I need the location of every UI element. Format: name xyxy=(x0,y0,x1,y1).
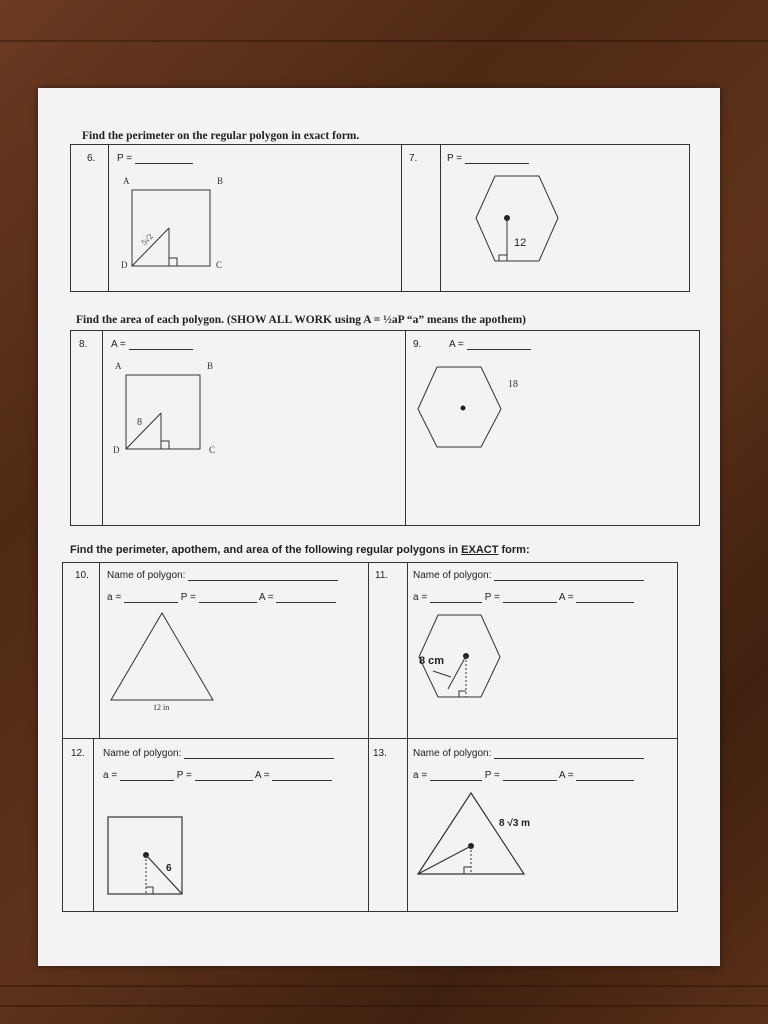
q13-measure: 8 √3 m xyxy=(499,818,531,829)
q8-vertex-c: C xyxy=(209,445,216,455)
section1-heading: Find the perimeter on the regular polygon in exact form. xyxy=(82,130,360,142)
q8-prompt: A = xyxy=(111,339,193,350)
q9-measure: 18 xyxy=(508,379,518,390)
q6-prompt: P = xyxy=(117,153,193,164)
q8-vertex-b: B xyxy=(207,361,214,371)
q9-prompt: A = xyxy=(449,339,531,350)
q12-measure: 6 xyxy=(166,863,172,874)
q6-vertex-d: D xyxy=(121,260,128,270)
exact-emphasis: EXACT xyxy=(461,544,499,556)
q10-number: 10. xyxy=(75,570,89,581)
q6-number: 6. xyxy=(87,153,96,164)
q10-name-field: Name of polygon: xyxy=(107,570,338,581)
q7-number: 7. xyxy=(409,153,418,164)
q6-vertex-c: C xyxy=(216,260,223,270)
worksheet-paper xyxy=(38,88,720,966)
q6-vertex-a: A xyxy=(123,176,130,186)
section1-box xyxy=(70,144,690,292)
q7-hexagon-figure xyxy=(71,145,691,291)
q6-vertex-b: B xyxy=(217,176,224,186)
q8-vertex-a: A xyxy=(115,361,122,371)
q11-measure: 8 cm xyxy=(419,655,445,667)
q11-name-field: Name of polygon: xyxy=(413,570,644,581)
section3-box xyxy=(62,562,678,912)
section2-heading: Find the area of each polygon. (SHOW ALL WORK using A = ½aP “a” means the apothem) xyxy=(76,314,526,326)
q12-answer-fields: a = P = A = xyxy=(103,770,332,781)
q7-measure: 12 xyxy=(514,237,527,249)
q6-measure: 5√2 xyxy=(139,231,155,248)
q9-number: 9. xyxy=(413,339,422,350)
q10-measure: 12 in xyxy=(153,703,170,712)
q9-hexagon-figure xyxy=(71,331,701,525)
q13-name-field: Name of polygon: xyxy=(413,748,644,759)
q12-name-field: Name of polygon: xyxy=(103,748,334,759)
q13-triangle-figure xyxy=(63,563,679,913)
q8-vertex-d: D xyxy=(113,445,120,455)
q8-measure: 8 xyxy=(137,417,142,428)
section3-heading: Find the perimeter, apothem, and area of the following regular polygons in EXACT form: xyxy=(70,544,530,556)
q8-number: 8. xyxy=(79,339,88,350)
q10-answer-fields: a = P = A = xyxy=(107,592,336,603)
q13-answer-fields: a = P = A = xyxy=(413,770,634,781)
q7-prompt: P = xyxy=(447,153,529,164)
q11-number: 11. xyxy=(375,570,389,581)
q12-number: 12. xyxy=(71,748,85,759)
q11-answer-fields: a = P = A = xyxy=(413,592,634,603)
q13-number: 13. xyxy=(373,748,387,759)
section2-box xyxy=(70,330,700,526)
